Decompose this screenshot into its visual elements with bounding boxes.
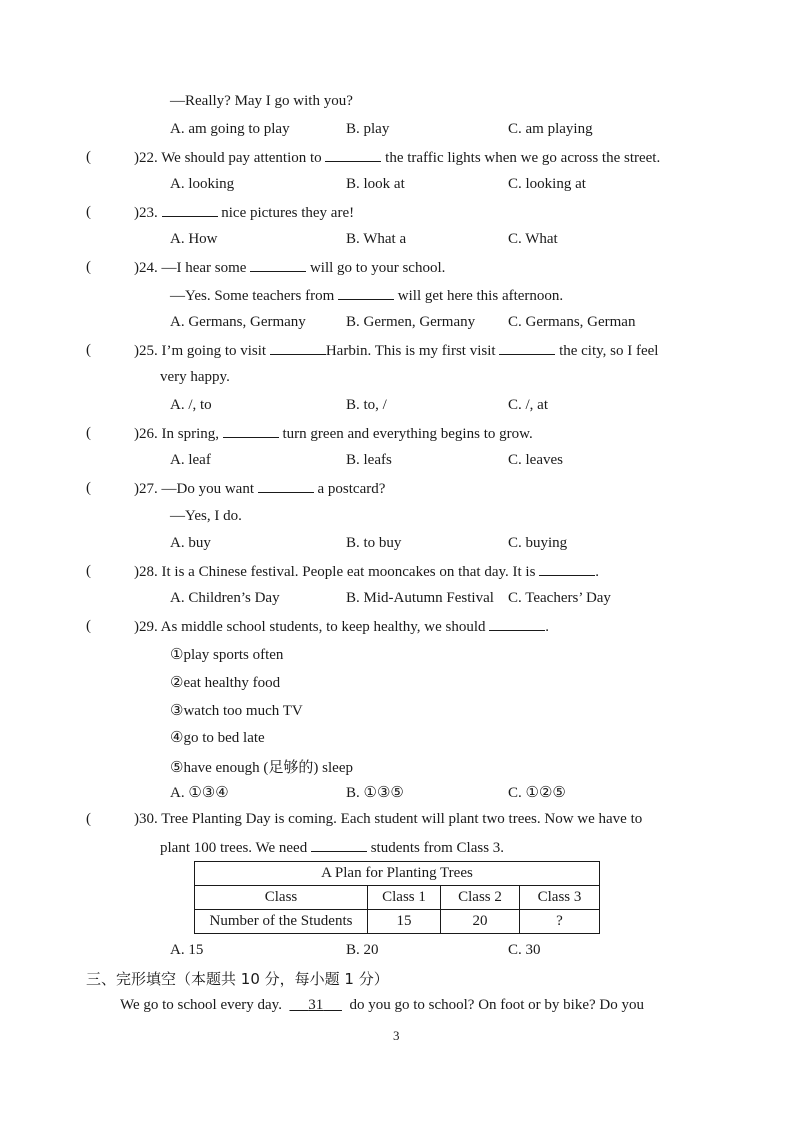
q23-option-a: A. How xyxy=(170,231,218,247)
q22-stem xyxy=(134,149,660,167)
q23-option-c: C. What xyxy=(508,231,558,247)
q22-option-b: B. look at xyxy=(346,176,405,192)
answer-paren: ( xyxy=(86,342,91,358)
passage-blank-31[interactable] xyxy=(289,997,342,1013)
q25-option-a: A. /, to xyxy=(170,397,212,413)
q28-option-c: C. Teachers’ Day xyxy=(508,590,611,606)
q22-stem-pre: )22. We should pay attention to xyxy=(134,150,322,166)
table-row xyxy=(195,910,600,934)
answer-paren: ( xyxy=(86,204,91,220)
answer-paren: ( xyxy=(86,811,91,827)
q22-option-c: C. looking at xyxy=(508,176,586,192)
table-title-row xyxy=(195,862,600,886)
q23-stem-post: nice pictures they are! xyxy=(221,205,355,221)
q22-stem-post: the traffic lights when we go across the street. xyxy=(385,150,661,166)
table-header-cell: Class xyxy=(195,886,368,910)
q29-item-3: ③watch too much TV xyxy=(170,703,303,719)
q29-item-2: ②eat healthy food xyxy=(170,675,281,691)
q28-option-a: A. Children’s Day xyxy=(170,590,280,606)
q26-option-b: B. leafs xyxy=(346,452,392,468)
answer-blank[interactable] xyxy=(250,259,306,272)
q25-option-b: B. to, / xyxy=(346,397,387,413)
q29-stem xyxy=(134,618,549,636)
q24-dialogue-line xyxy=(170,287,563,305)
q27-stem-post: a postcard? xyxy=(317,481,386,497)
answer-blank[interactable] xyxy=(162,204,218,217)
q28-stem xyxy=(134,563,599,581)
q28-stem-post: . xyxy=(595,564,599,580)
table-header-cell: Class 3 xyxy=(520,886,600,910)
q23-stem xyxy=(134,204,354,222)
answer-paren: ( xyxy=(86,149,91,165)
q29-stem-pre: )29. As middle school students, to keep healthy, we should xyxy=(134,619,486,635)
q30-stem: )30. Tree Planting Day is coming. Each student will plant two trees. Now we have to xyxy=(134,811,643,827)
answer-blank[interactable] xyxy=(338,287,394,300)
section-title: 三、完形填空（本题共 10 分，每小题 1 分） xyxy=(86,970,389,988)
q25-stem-line2: very happy. xyxy=(160,369,230,385)
table-header-cell: Class 2 xyxy=(441,886,520,910)
q21-option-a: A. am going to play xyxy=(170,121,290,137)
answer-blank[interactable] xyxy=(539,563,595,576)
q29-item-5: ⑤have enough (足够的) sleep xyxy=(170,760,353,776)
q30-line2-post: students from Class 3. xyxy=(370,840,505,856)
table-cell: Number of the Students xyxy=(195,910,368,934)
answer-blank[interactable] xyxy=(499,342,555,355)
q24-line2-pre: —Yes. Some teachers from xyxy=(170,288,335,304)
q29-option-a: A. ①③④ xyxy=(170,785,229,801)
q24-line2-post: will get here this afternoon. xyxy=(397,288,564,304)
answer-blank[interactable] xyxy=(270,342,326,355)
q24-option-b: B. Germen, Germany xyxy=(346,314,476,330)
q30-option-c: C. 30 xyxy=(508,942,541,958)
answer-blank[interactable] xyxy=(325,149,381,162)
q28-option-b: B. Mid-Autumn Festival xyxy=(346,590,494,606)
q24-option-c: C. Germans, German xyxy=(508,314,636,330)
q26-stem-post: turn green and everything begins to grow. xyxy=(282,426,533,442)
q29-stem-post: . xyxy=(545,619,549,635)
q28-stem-pre: )28. It is a Chinese festival. People eat mooncakes on that day. It is xyxy=(134,564,536,580)
q25-option-c: C. /, at xyxy=(508,397,548,413)
q26-option-c: C. leaves xyxy=(508,452,563,468)
q24-stem xyxy=(134,259,445,277)
q30-stem-line2 xyxy=(160,839,504,857)
q27-option-a: A. buy xyxy=(170,535,211,551)
q30-option-b: B. 20 xyxy=(346,942,379,958)
q29-item-4: ④go to bed late xyxy=(170,730,265,746)
q27-stem-pre: )27. —Do you want xyxy=(134,481,254,497)
table-cell: ? xyxy=(520,910,600,934)
q21-dialogue-line: —Really? May I go with you? xyxy=(170,93,353,109)
q26-stem-pre: )26. In spring, xyxy=(134,426,219,442)
answer-blank[interactable] xyxy=(489,618,545,631)
q24-stem-pre: )24. —I hear some xyxy=(134,260,247,276)
planting-plan-table xyxy=(194,861,600,934)
passage-post: do you go to school? On foot or by bike? Do you xyxy=(349,997,644,1013)
q23-option-b: B. What a xyxy=(346,231,407,247)
table-cell: 15 xyxy=(368,910,441,934)
q26-stem xyxy=(134,425,533,443)
answer-paren: ( xyxy=(86,480,91,496)
q21-option-c: C. am playing xyxy=(508,121,593,137)
q22-option-a: A. looking xyxy=(170,176,235,192)
table-cell: 20 xyxy=(441,910,520,934)
q24-option-a: A. Germans, Germany xyxy=(170,314,306,330)
q25-stem xyxy=(134,342,658,360)
q27-stem xyxy=(134,480,385,498)
passage-line xyxy=(120,997,644,1014)
q21-option-b: B. play xyxy=(346,121,390,137)
q27-option-b: B. to buy xyxy=(346,535,402,551)
table-header-cell: Class 1 xyxy=(368,886,441,910)
answer-blank[interactable] xyxy=(311,839,367,852)
q30-line2-pre: plant 100 trees. We need xyxy=(160,840,308,856)
page-number: 3 xyxy=(393,1028,400,1043)
answer-paren: ( xyxy=(86,618,91,634)
table-header-row xyxy=(195,886,600,910)
q26-option-a: A. leaf xyxy=(170,452,211,468)
q29-item-1: ①play sports often xyxy=(170,647,284,663)
answer-paren: ( xyxy=(86,563,91,579)
q29-option-b: B. ①③⑤ xyxy=(346,785,404,801)
answer-paren: ( xyxy=(86,425,91,441)
answer-blank[interactable] xyxy=(223,425,279,438)
table-title: A Plan for Planting Trees xyxy=(195,862,600,886)
q25-stem-post: the city, so I feel xyxy=(559,343,659,359)
q23-stem-pre: )23. xyxy=(134,205,158,221)
q27-option-c: C. buying xyxy=(508,535,568,551)
q25-stem-mid: Harbin. This is my first visit xyxy=(325,343,496,359)
answer-blank[interactable] xyxy=(258,480,314,493)
q30-option-a: A. 15 xyxy=(170,942,204,958)
q29-option-c: C. ①②⑤ xyxy=(508,785,566,801)
q27-dialogue-line: —Yes, I do. xyxy=(170,508,242,524)
passage-blank-number: 31 xyxy=(308,997,324,1013)
q24-stem-post: will go to your school. xyxy=(309,260,446,276)
answer-paren: ( xyxy=(86,259,91,275)
q25-stem-pre: )25. I’m going to visit xyxy=(134,343,267,359)
passage-pre: We go to school every day. xyxy=(120,997,282,1013)
